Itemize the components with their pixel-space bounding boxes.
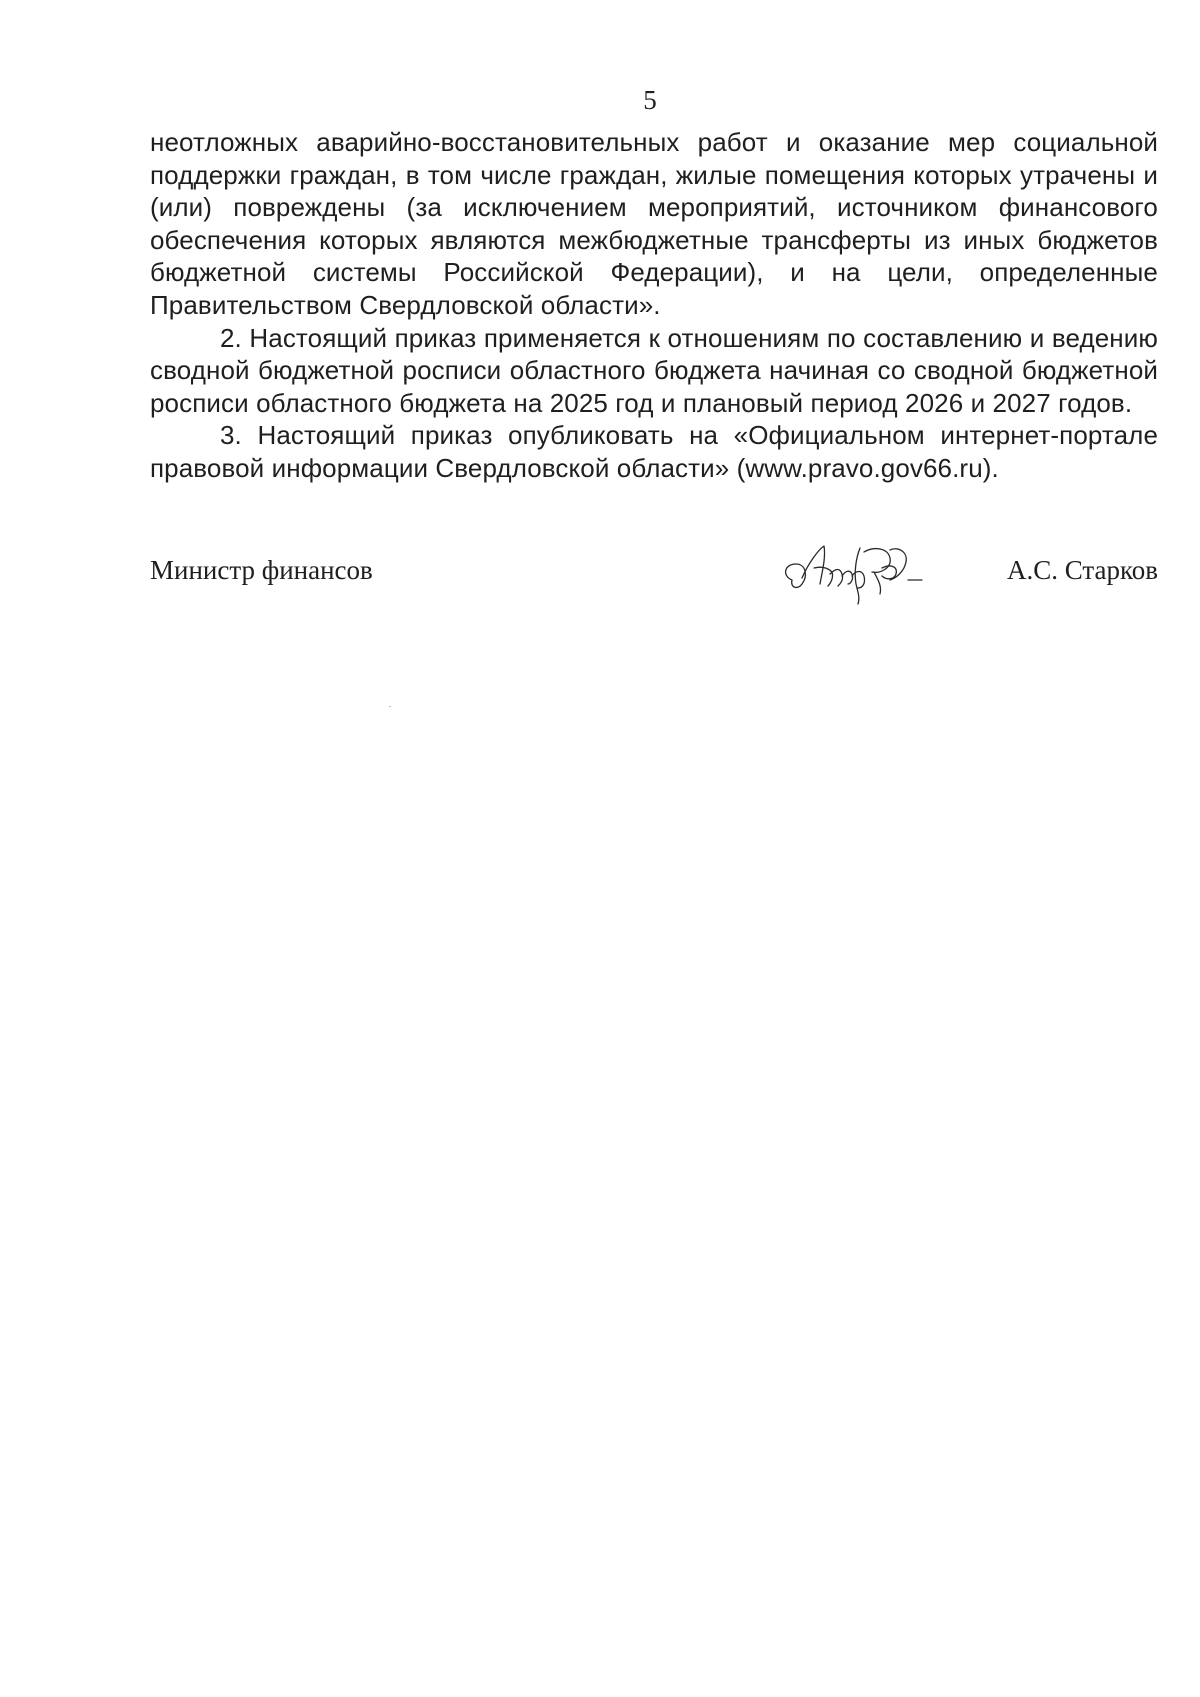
handwritten-signature	[778, 528, 928, 608]
paragraph-3: 3. Настоящий приказ опубликовать на «Официальном интернет-портале правовой информации Свердловской области» (www.pravo.gov66.ru).	[150, 420, 1158, 483]
signer-name: А.С. Старков	[1006, 555, 1158, 585]
document-body	[150, 126, 1158, 485]
page-number: 5	[643, 85, 657, 115]
scan-artifact	[389, 706, 391, 707]
signer-position: Министр финансов	[150, 555, 373, 585]
paragraph-2: 2. Настоящий приказ применяется к отношениям по составлению и ведению сводной бюджетной росписи областного бюджета начиная со сводной бюджетной росписи областного бюджета на 2025 год и плановый период 2026 и 2027 годов.	[150, 322, 1158, 418]
signature-block	[150, 550, 1158, 620]
paragraph-continuation: неотложных аварийно-восстановительных работ и оказание мер социальной поддержки граждан, в том числе граждан, жилые помещения которых утрачены и (или) повреждены (за исключением мероприятий, источником финансового обеспечения которых являются межбюджетные трансферты из иных бюджетов бюджетной системы Российской Федерации), и на цели, определенные Правительством Свердловской области».	[150, 127, 1158, 320]
